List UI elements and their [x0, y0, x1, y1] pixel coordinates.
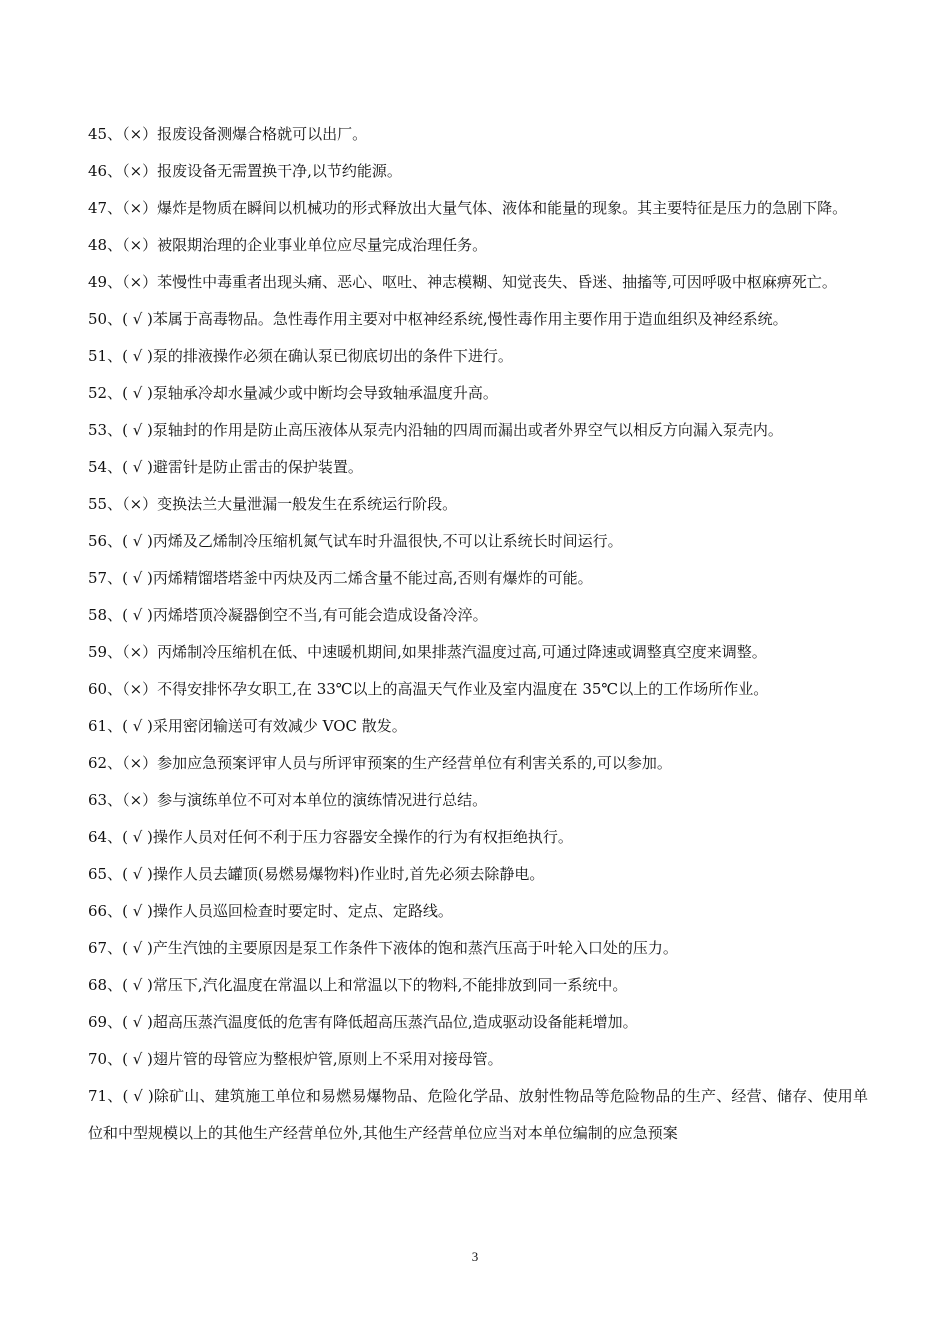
list-item: 68、( √ )常压下,汽化温度在常温以上和常温以下的物料,不能排放到同一系统中。	[88, 976, 628, 994]
question-list	[88, 116, 868, 1152]
list-item: 52、( √ )泵轴承冷却水量减少或中断均会导致轴承温度升高。	[88, 384, 498, 402]
list-item: 58、( √ )丙烯塔顶冷凝器倒空不当,有可能会造成设备冷淬。	[88, 606, 488, 624]
list-item: 59、（×）丙烯制冷压缩机在低、中速暖机期间,如果排蒸汽温度过高,可通过降速或调整真空度来调整。	[88, 643, 767, 661]
list-item: 69、( √ )超高压蒸汽温度低的危害有降低超高压蒸汽品位,造成驱动设备能耗增加。	[88, 1013, 638, 1031]
list-item: 53、( √ )泵轴封的作用是防止高压液体从泵壳内沿轴的四周而漏出或者外界空气以相反方向漏入泵壳内。	[88, 421, 783, 439]
list-item: 62、（×）参加应急预案评审人员与所评审预案的生产经营单位有利害关系的,可以参加。	[88, 754, 672, 772]
list-item: 56、( √ )丙烯及乙烯制冷压缩机氮气试车时升温很快,不可以让系统长时间运行。	[88, 532, 623, 550]
list-item: 70、( √ )翅片管的母管应为整根炉管,原则上不采用对接母管。	[88, 1050, 503, 1068]
list-item: 71、( √ )除矿山、建筑施工单位和易燃易爆物品、危险化学品、放射性物品等危险物品的生产、经营、储存、使用单位和中型规模以上的其他生产经营单位外,其他生产经营单位应当对本单位编制的应急预案	[88, 1087, 868, 1142]
list-item: 67、( √ )产生汽蚀的主要原因是泵工作条件下液体的饱和蒸汽压高于叶轮入口处的压力。	[88, 939, 678, 957]
list-item: 64、( √ )操作人员对任何不利于压力容器安全操作的行为有权拒绝执行。	[88, 828, 573, 846]
list-item: 48、（×）被限期治理的企业事业单位应尽量完成治理任务。	[88, 236, 488, 254]
list-item: 47、（×）爆炸是物质在瞬间以机械功的形式释放出大量气体、液体和能量的现象。其主要特征是压力的急剧下降。	[88, 199, 848, 217]
list-item: 51、( √ )泵的排液操作必须在确认泵已彻底切出的条件下进行。	[88, 347, 513, 365]
list-item: 50、( √ )苯属于高毒物品。急性毒作用主要对中枢神经系统,慢性毒作用主要作用于造血组织及神经系统。	[88, 310, 788, 328]
list-item: 54、( √ )避雷针是防止雷击的保护装置。	[88, 458, 363, 476]
list-item: 60、（×）不得安排怀孕女职工,在 33℃以上的高温天气作业及室内温度在 35℃以上的工作场所作业。	[88, 680, 769, 698]
list-item: 66、( √ )操作人员巡回检查时要定时、定点、定路线。	[88, 902, 453, 920]
page-number: 3	[471, 1249, 479, 1264]
list-item: 57、( √ )丙烯精馏塔塔釜中丙炔及丙二烯含量不能过高,否则有爆炸的可能。	[88, 569, 593, 587]
list-item: 49、（×）苯慢性中毒重者出现头痛、恶心、呕吐、神志模糊、知觉丧失、昏迷、抽搐等,可因呼吸中枢麻痹死亡。	[88, 273, 837, 291]
list-item: 65、( √ )操作人员去罐顶(易燃易爆物料)作业时,首先必须去除静电。	[88, 865, 545, 883]
list-item: 45、（×）报废设备测爆合格就可以出厂。	[88, 125, 368, 143]
list-item: 63、（×）参与演练单位不可对本单位的演练情况进行总结。	[88, 791, 488, 809]
list-item: 46、（×）报废设备无需置换干净,以节约能源。	[88, 162, 402, 180]
list-item: 61、( √ )采用密闭输送可有效减少 VOC 散发。	[88, 717, 407, 735]
list-item: 55、（×）变换法兰大量泄漏一般发生在系统运行阶段。	[88, 495, 458, 513]
